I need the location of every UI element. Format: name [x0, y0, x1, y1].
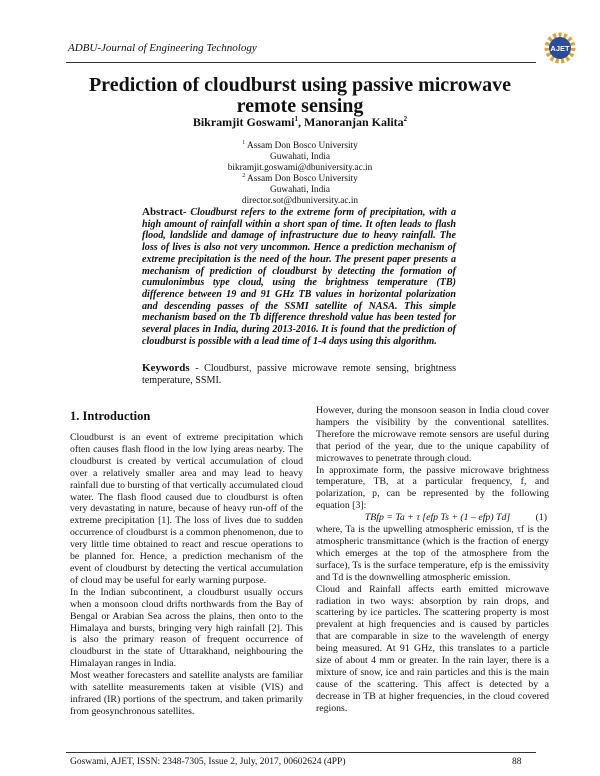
journal-header: ADBU-Journal of Engineering Technology: [68, 42, 257, 54]
keywords-label: Keywords: [142, 362, 190, 374]
paragraph: Most weather forecasters and satellite analysts are familiar with satellite measurements taken at visible (VIS) and infrared (IR) portions of the spectrum, and taken primarily from geosynchronous satellites.: [70, 670, 303, 717]
paragraph: Cloudburst is an event of extreme precipitation which often causes flash flood in the low lying areas nearby. The cloudburst is created by vertical accumulation of cloud over a relatively smaller area and may lead to heavy rainfall due to bursting of that vertically accumulated cloud water. The flash flood caused due to cloudburst is often very devastating in nature, because of heavy run-off of the extreme precipitation [1]. The loss of lives due to sudden occurrence of cloudburst is a common phenomenon, due to very little time obtained to react and rescue operations to be planned for. Hence, a prediction mechanism of the event of cloudburst by detecting the vertical accumulation of cloud may be useful for early warning purpose.: [70, 432, 303, 586]
paragraph: In the Indian subcontinent, a cloudburst usually occurs when a monsoon cloud drifts northwards from the Bay of Bengal or Arabian Sea across the plains, then onto to the Himalaya and bursts, bringing very high rainfall [2]. This is also the primary reason of frequent occurrence of cloudburst in the state of Uttarakhand, neighbouring the Himalayan ranges in India.: [70, 586, 303, 670]
right-column: [316, 405, 549, 715]
paragraph: Cloud and Rainfall affects earth emitted microwave radiation in two ways: absorption by rain drops, and scattering by ice particles. The scattering property is most prevalent at high frequencies and is caused by particles that are comparable in size to the wavelength of energy being measured. At 91 GHz, this translates to a particle size of about 4 mm or greater. In the rain layer, there is a mixture of snow, ice and rain particles and this is the main cause of the scattering. This affect is detected by a decrease in TB at higher frequencies, in the cloud covered regions.: [316, 583, 549, 714]
equation-1: TBfp = Ta + τ [efp Ts + (1 – efp) Td] (1): [364, 512, 547, 524]
page-number: 88: [512, 757, 522, 767]
header-rule: [66, 62, 536, 63]
paragraph: where, Ta is the upwelling atmospheric emission, τf is the atmospheric transmittance (which is the fraction of energy which emerges at the top of the atmosphere from the surface), Ts is the surface temperature, efp is the emissivity and Td is the downwelling atmospheric emission.: [316, 524, 549, 583]
gear-logo-icon: [543, 31, 577, 65]
logo-text: AJET: [550, 44, 570, 53]
email-2: director.sot@dbuniversity.ac.in: [241, 195, 359, 206]
journal-logo: [543, 31, 577, 65]
abstract: [142, 207, 456, 347]
author-1: Bikramjit Goswami: [192, 115, 295, 129]
footer-rule: [66, 752, 536, 753]
section-heading: 1. Introduction: [70, 409, 151, 423]
author-2: Manoranjan Kalita: [304, 115, 404, 129]
keywords: [142, 363, 456, 386]
equation-number: (1): [535, 512, 547, 524]
keywords-text: - Cloudburst, passive microwave remote sensing, brightness temperature, SSMI.: [142, 363, 456, 386]
footer-citation: Goswami, AJET, ISSN: 2348-7305, Issue 2, July, 2017, 00602624 (4PP): [70, 757, 346, 767]
paper-title: Prediction of cloudburst using passive microwave remote sensing: [88, 74, 512, 117]
paragraph: However, during the monsoon season in India cloud cover hampers the visibility by the conventional satellites. Therefore the microwave remote sensors are useful during that period of the year, due to the unique capability of microwaves to penetrate through cloud.: [316, 405, 549, 464]
left-column: [70, 432, 303, 718]
email-1: bikramjit.goswami@dbuniversity.ac.in: [227, 162, 373, 173]
affiliation-1: $^1$ Assam Don Bosco University Guwahati, India bikramjit.goswami@dbuniversity.ac.in: [150, 138, 450, 173]
abstract-label: Abstract-: [142, 206, 187, 218]
paragraph: In approximate form, the passive microwave brightness temperature, TB, at a particular frequency, f, and polarization, p, can be represented by the following equation [3]:: [316, 464, 549, 512]
author-list: Bikramjit Goswami$^1$, Manoranjan Kalita$^2$: [192, 115, 408, 129]
affiliation-2: $^2$ Assam Don Bosco University Guwahati, India director.sot@dbuniversity.ac.in: [150, 171, 450, 206]
abstract-text: Cloudburst refers to the extreme form of precipitation, with a high amount of rainfall within a short span of time. It often leads to flash flood, landslide and damage of infrastructure due to heavy rainfall. The loss of lives is also not very uncommon. Hence a prediction mechanism of extreme precipitation is the need of the hour. The present paper presents a mechanism of prediction of cloudburst by detecting the formation of cumulonimbus type cloud, using the brightness temperature (TB) difference between 19 and 91 GHz TB values in horizontal polarization and descending passes of the SSMI satellite of NASA. This simple mechanism based on the Tb difference threshold value has been tested for several places in India, during 2013-2016. It is found that the prediction of cloudburst is possible with a lead time of 1-4 days using this algorithm.: [142, 207, 456, 347]
